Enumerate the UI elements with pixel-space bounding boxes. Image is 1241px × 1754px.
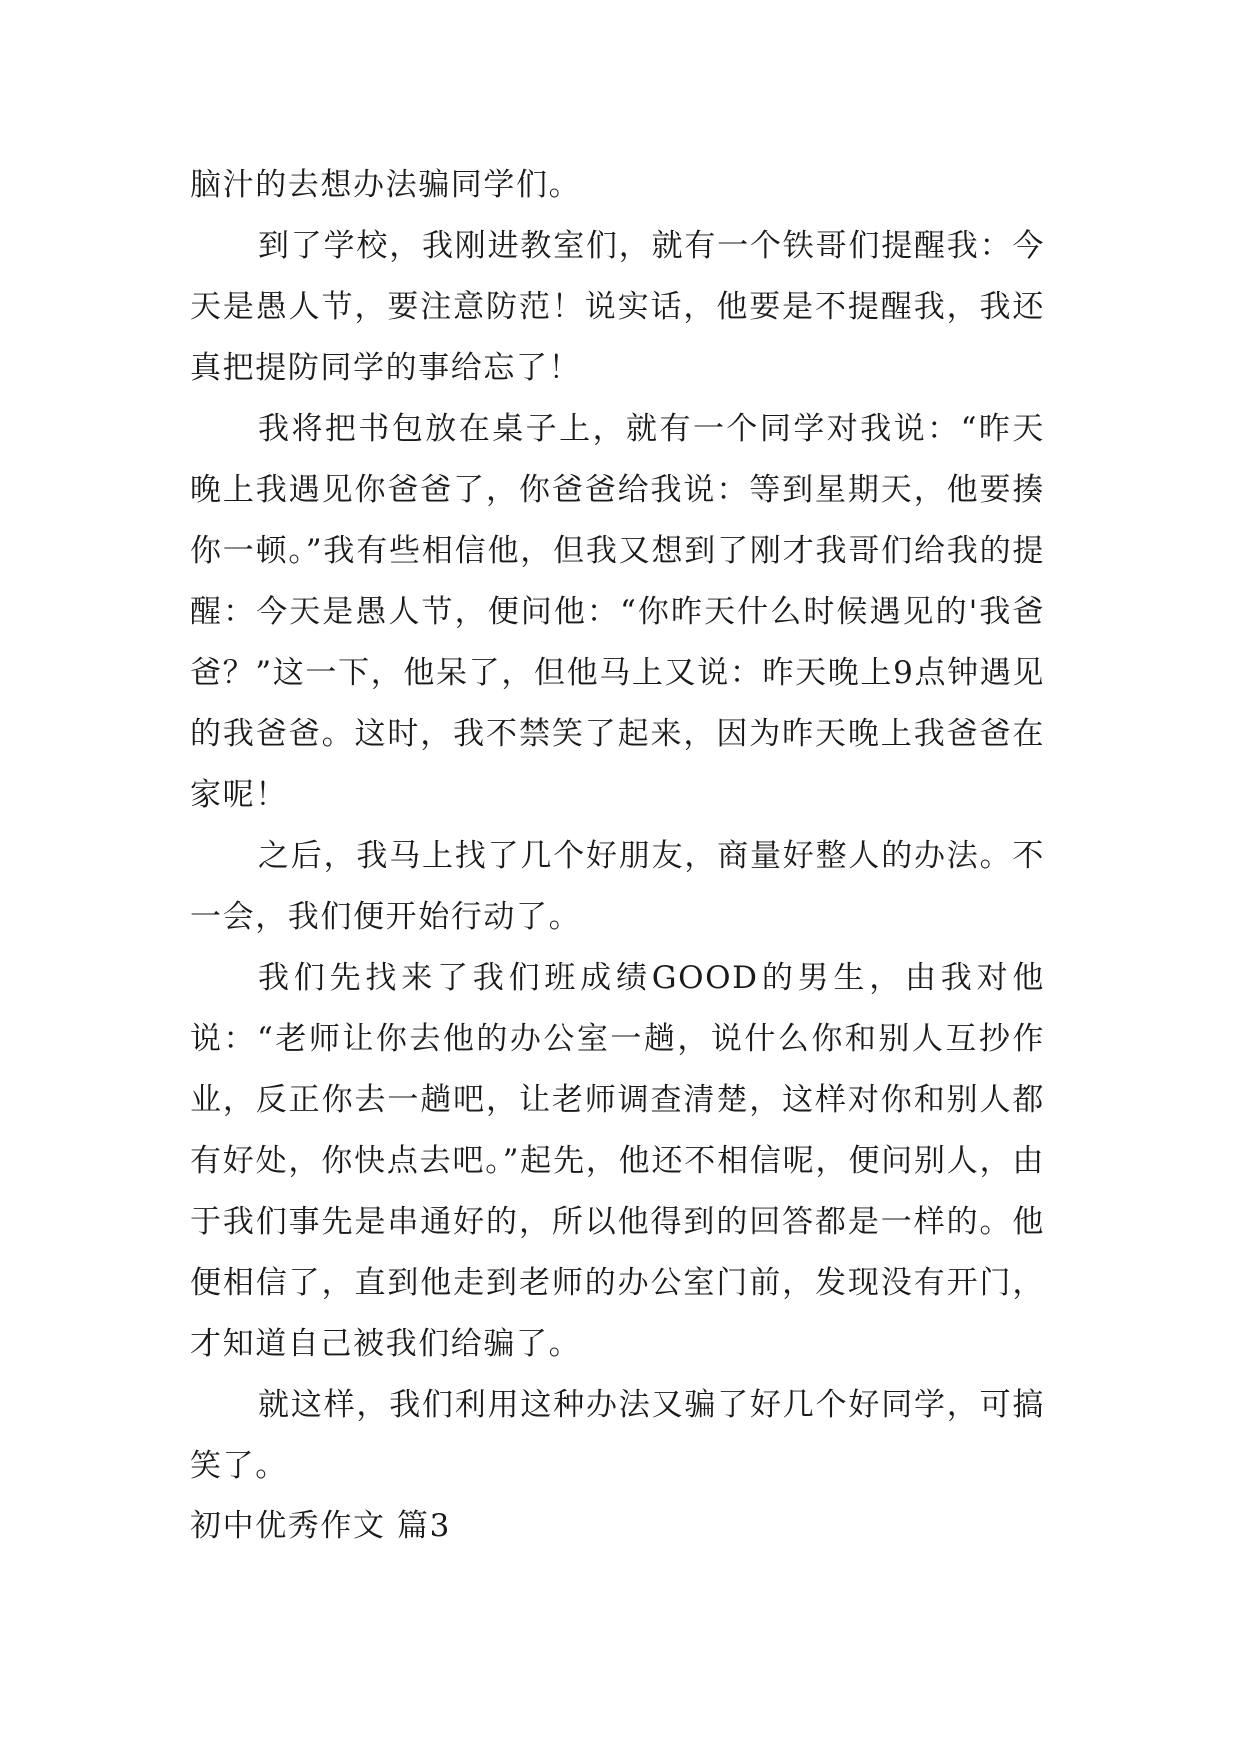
paragraph: 我将把书包放在桌子上，就有一个同学对我说：“昨天晚上我遇见你爸爸了，你爸爸给我说：等到星期天，他要揍你一顿。”我有些相信他，但我又想到了刚才我哥们给我的提醒：今天是愚人节，便问他：“你昨天什么时候遇见的'我爸爸？”这一下，他呆了，但他马上又说：昨天晚上9点钟遇见的我爸爸。这时，我不禁笑了起来，因为昨天晚上我爸爸在家呢！	[190, 411, 1045, 813]
paragraph: 之后，我马上找了几个好朋友，商量好整人的办法。不一会，我们便开始行动了。	[190, 838, 1045, 935]
paragraph: 到了学校，我刚进教室们，就有一个铁哥们提醒我：今天是愚人节，要注意防范！说实话，他要是不提醒我，我还真把提防同学的事给忘了！	[190, 228, 1045, 386]
paragraph: 就这样，我们利用这种办法又骗了好几个好同学，可搞笑了。	[190, 1387, 1045, 1484]
section-title: 初中优秀作文 篇3	[190, 1508, 451, 1544]
article-body	[190, 155, 1045, 1497]
paragraph: 我们先找来了我们班成绩GOOD的男生，由我对他说：“老师让你去他的办公室一趟，说什么你和别人互抄作业，反正你去一趟吧，让老师调查清楚，这样对你和别人都有好处，你快点去吧。”起先，他还不相信呢，便问别人，由于我们事先是串通好的，所以他得到的回答都是一样的。他便相信了，直到他走到老师的办公室门前，发现没有开门，才知道自己被我们给骗了。	[190, 960, 1045, 1362]
paragraph-continuation: 脑汁的去想办法骗同学们。	[190, 167, 582, 203]
